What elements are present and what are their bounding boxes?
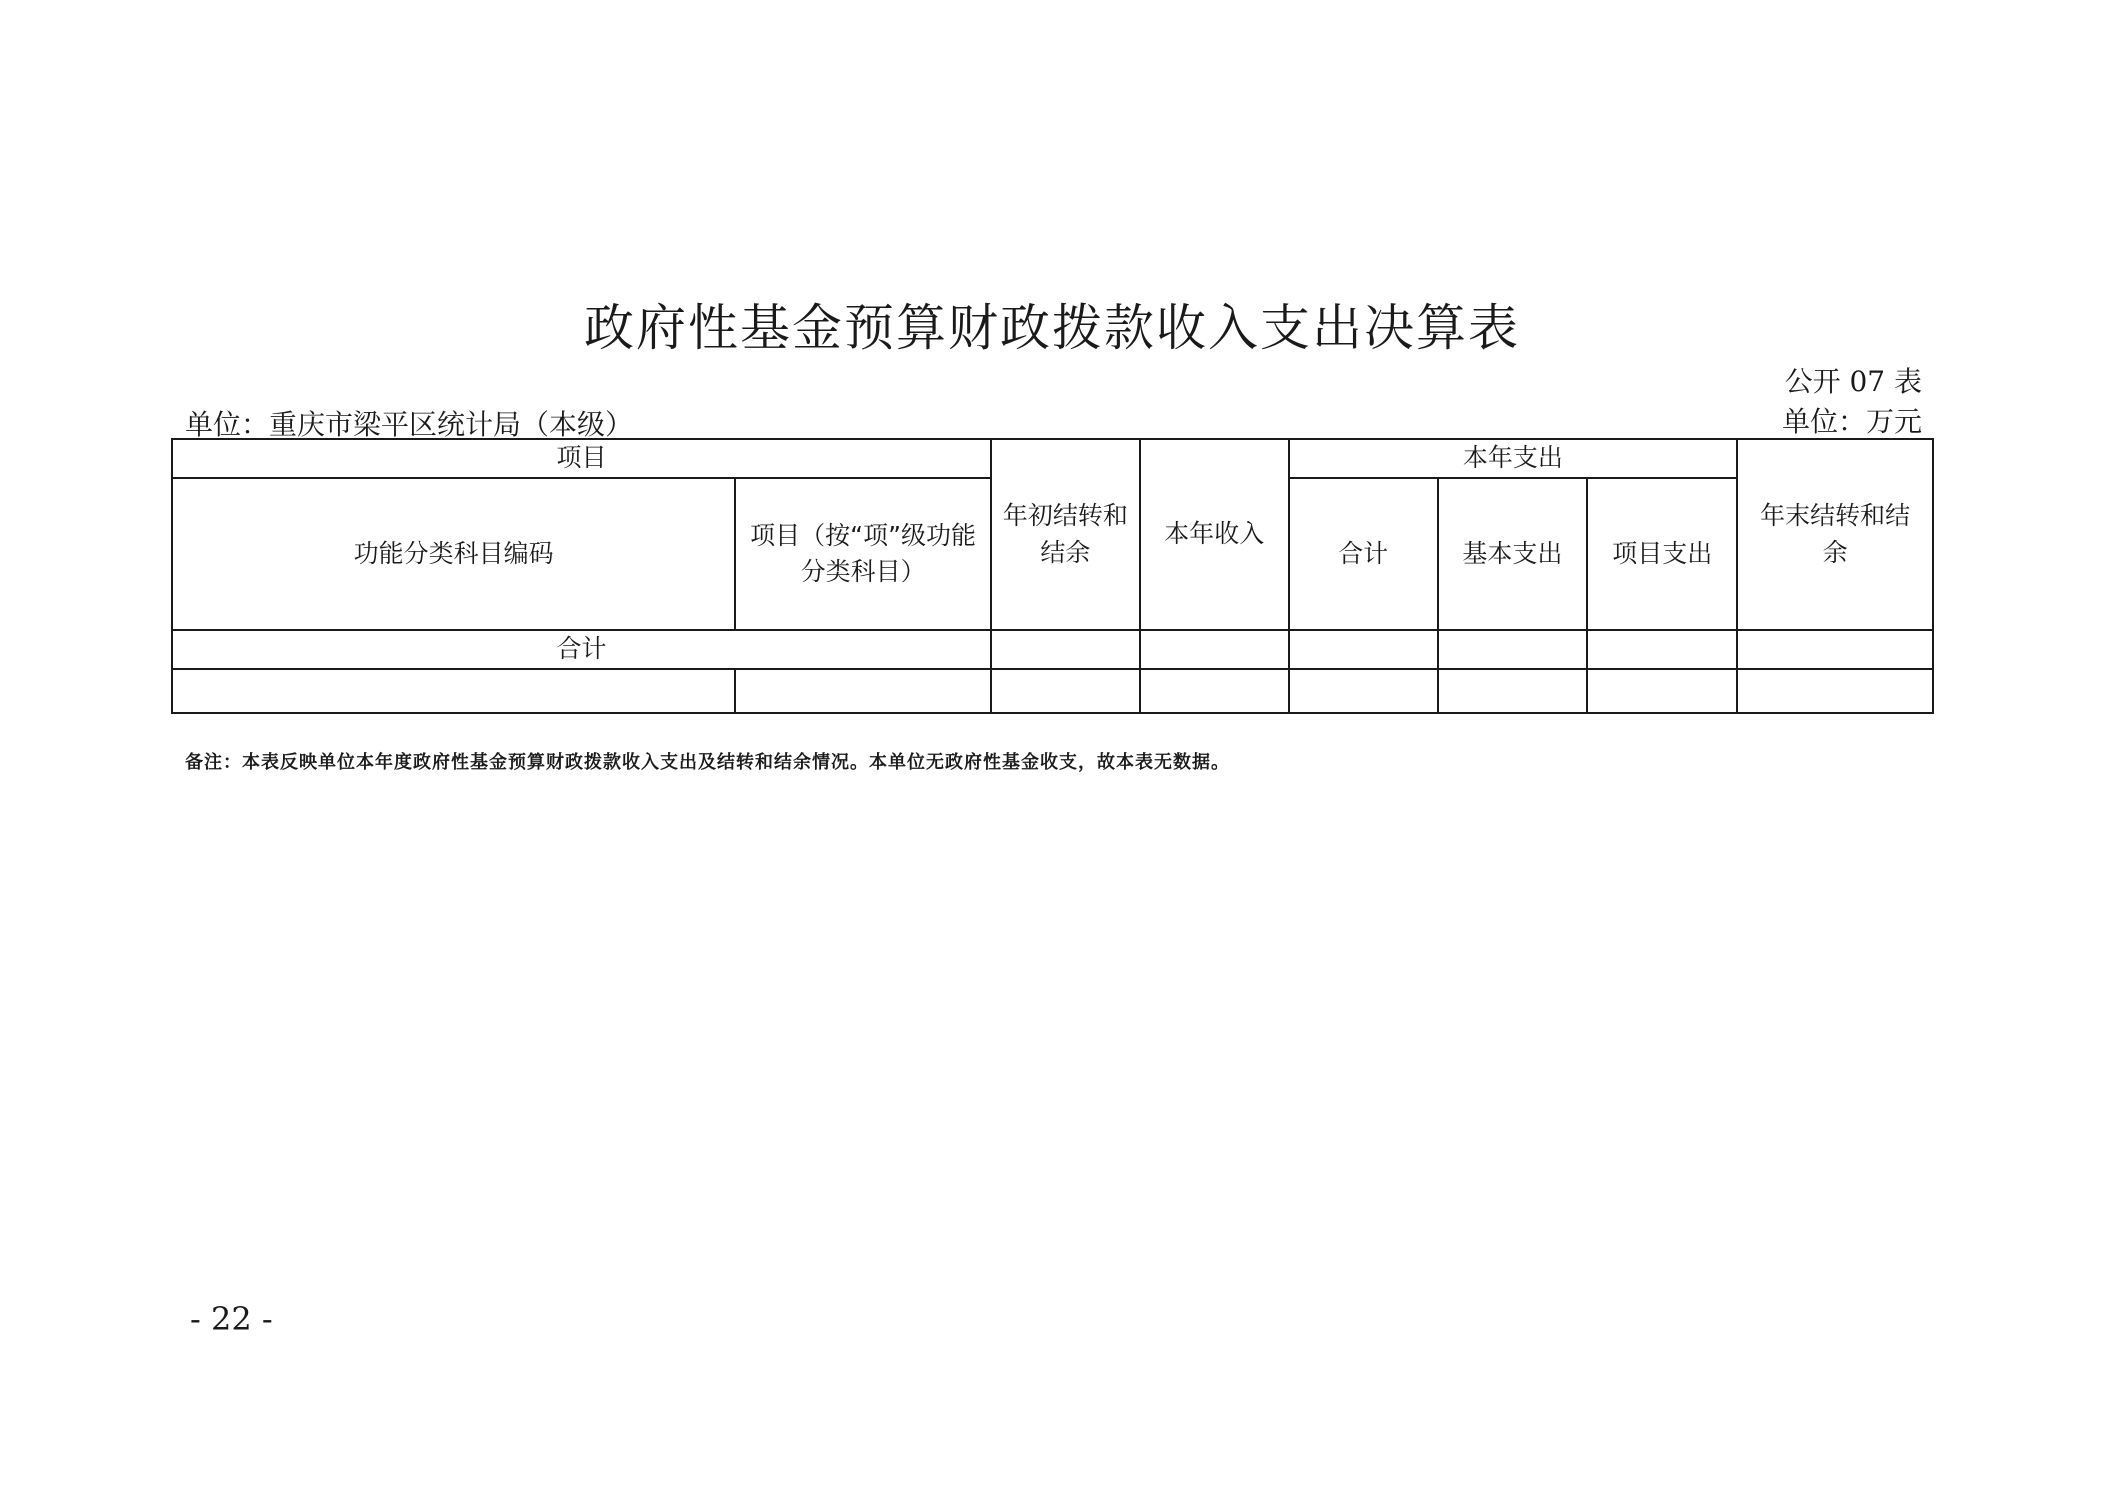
unit-currency: 单位：万元 <box>1781 405 1922 438</box>
budget-table <box>171 438 1934 714</box>
empty-project-expenditure-cell <box>1587 669 1737 713</box>
header-row-1 <box>172 439 1933 478</box>
total-row <box>172 630 1933 669</box>
empty-data-row <box>172 669 1933 713</box>
header-item-by-function: 项目（按“项”级功能分类科目） <box>735 478 991 630</box>
header-closing-balance: 年末结转和结余 <box>1737 439 1933 630</box>
header-total: 合计 <box>1289 478 1438 630</box>
total-row-label: 合计 <box>172 630 991 669</box>
table-note: 备注：本表反映单位本年度政府性基金预算财政拨款收入支出及结转和结余情况。本单位无政府性基金收支，故本表无数据。 <box>185 752 1230 773</box>
header-function-code: 功能分类科目编码 <box>172 478 735 630</box>
empty-expenditure-total-cell <box>1289 669 1438 713</box>
header-item: 项目 <box>172 439 991 478</box>
table-code-label: 公开 07 表 <box>1784 365 1922 398</box>
total-income-cell <box>1140 630 1289 669</box>
header-expenditure: 本年支出 <box>1289 439 1737 478</box>
empty-income-cell <box>1140 669 1289 713</box>
header-basic-expenditure: 基本支出 <box>1438 478 1588 630</box>
total-expenditure-total-cell <box>1289 630 1438 669</box>
document-title: 政府性基金预算财政拨款收入支出决算表 <box>584 299 1520 357</box>
total-opening-balance-cell <box>991 630 1140 669</box>
page-number: - 22 - <box>190 1300 273 1338</box>
empty-closing-balance-cell <box>1737 669 1933 713</box>
header-income: 本年收入 <box>1140 439 1289 630</box>
total-basic-expenditure-cell <box>1438 630 1588 669</box>
empty-item-cell <box>735 669 991 713</box>
unit-organization: 单位：重庆市梁平区统计局（本级） <box>185 408 634 441</box>
total-closing-balance-cell <box>1737 630 1933 669</box>
empty-basic-expenditure-cell <box>1438 669 1588 713</box>
empty-opening-balance-cell <box>991 669 1140 713</box>
header-opening-balance: 年初结转和结余 <box>991 439 1140 630</box>
total-project-expenditure-cell <box>1587 630 1737 669</box>
header-project-expenditure: 项目支出 <box>1587 478 1737 630</box>
empty-function-code-cell <box>172 669 735 713</box>
